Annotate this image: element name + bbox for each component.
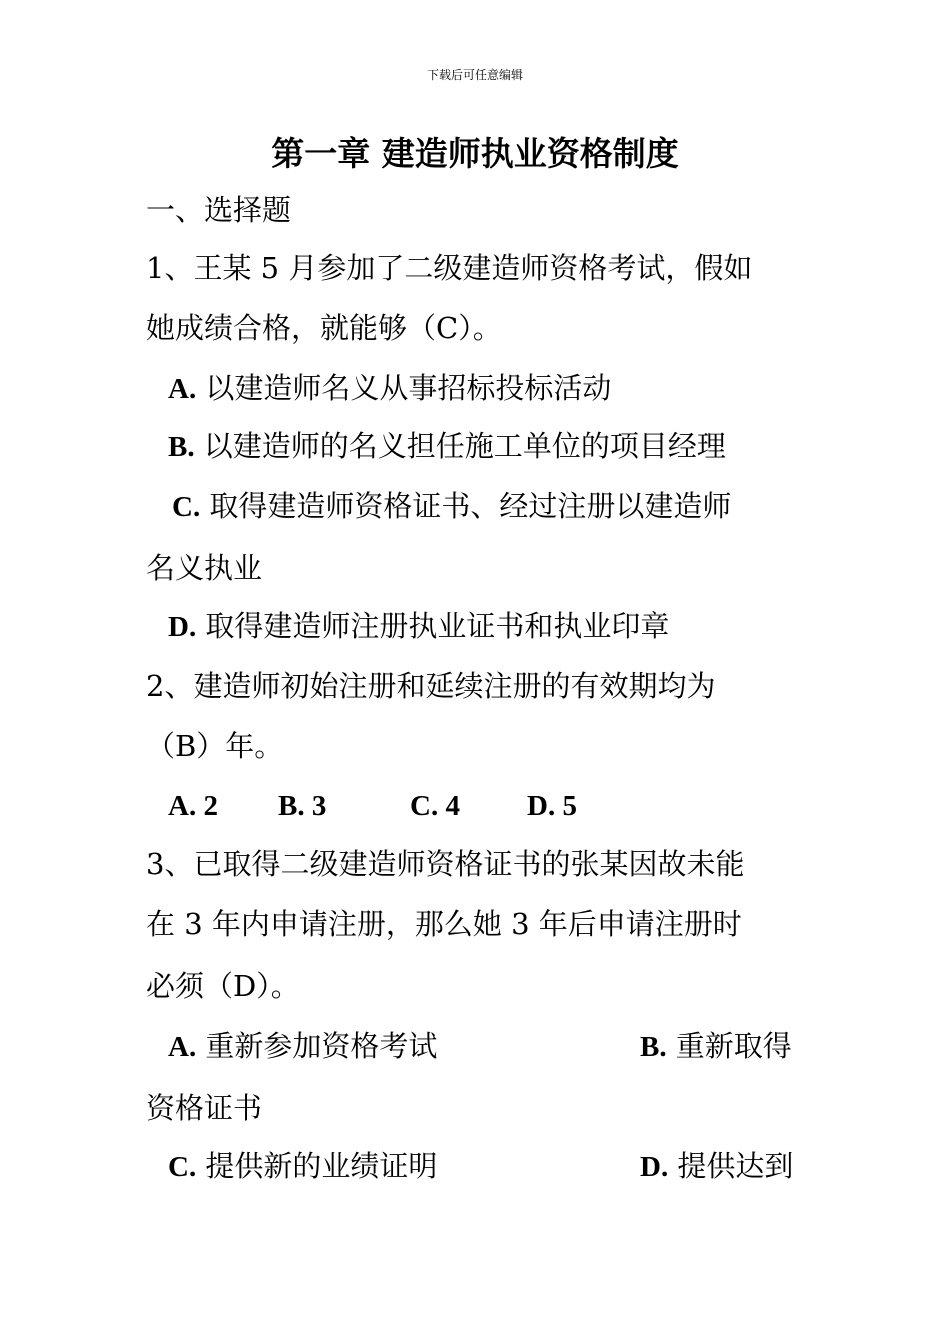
q3-line1: 3、已取得二级建造师资格证书的张某因故未能 <box>146 847 745 881</box>
q1-option-b-text: 以建造师的名义担任施工单位的项目经理 <box>194 429 726 463</box>
q1-option-c-continued: 名义执业 <box>146 551 263 585</box>
q2-option-b: B. 3 <box>278 790 327 822</box>
q3-option-c-label: C. <box>168 1151 197 1183</box>
page-header: 下载后可任意编辑 <box>426 68 523 82</box>
q3-option-a <box>168 1028 437 1065</box>
q1-option-d <box>168 608 669 645</box>
q2-option-a: A. 2 <box>168 790 218 822</box>
q2-option-c: C. 4 <box>410 790 460 822</box>
q1-option-c <box>172 488 731 525</box>
q3-option-b <box>640 1028 792 1065</box>
q3-option-b-label: B. <box>640 1031 667 1063</box>
q3-line2: 在 3 年内申请注册，那么她 3 年后申请注册时 <box>146 907 742 941</box>
q1-line2: 她成绩合格，就能够（C）。 <box>146 311 502 345</box>
q1-option-b-label: B. <box>168 431 195 463</box>
q1-option-d-label: D. <box>168 611 197 643</box>
q2-line1: 2、建造师初始注册和延续注册的有效期均为 <box>146 669 716 703</box>
q3-option-d-label: D. <box>640 1151 669 1183</box>
q1-option-a-text: 以建造师名义从事招标投标活动 <box>196 371 612 405</box>
q3-option-b-continued: 资格证书 <box>146 1091 263 1125</box>
q1-option-d-text: 取得建造师注册执业证书和执业印章 <box>196 609 670 643</box>
section-heading: 一、选择题 <box>146 193 292 227</box>
q3-option-d-text: 提供达到 <box>668 1149 794 1183</box>
q3-option-d <box>640 1148 793 1185</box>
chapter-title: 第一章 建造师执业资格制度 <box>271 134 679 173</box>
q3-option-a-text: 重新参加资格考试 <box>196 1029 438 1063</box>
q1-option-b <box>168 428 726 465</box>
q3-option-b-text: 重新取得 <box>666 1029 792 1063</box>
q3-option-a-label: A. <box>168 1031 197 1063</box>
q3-line3: 必须（D）。 <box>146 969 300 1003</box>
q1-option-a-label: A. <box>168 373 197 405</box>
q2-option-d: D. 5 <box>527 790 577 822</box>
q3-option-c <box>168 1148 437 1185</box>
q1-line1: 1、王某 5 月参加了二级建造师资格考试，假如 <box>146 251 753 285</box>
q3-option-c-text: 提供新的业绩证明 <box>196 1149 438 1183</box>
q1-option-c-text: 取得建造师资格证书、经过注册以建造师 <box>200 489 732 523</box>
q1-option-c-label: C. <box>172 491 201 523</box>
q1-option-a <box>168 370 611 407</box>
q2-line2: （B）年。 <box>146 729 284 763</box>
